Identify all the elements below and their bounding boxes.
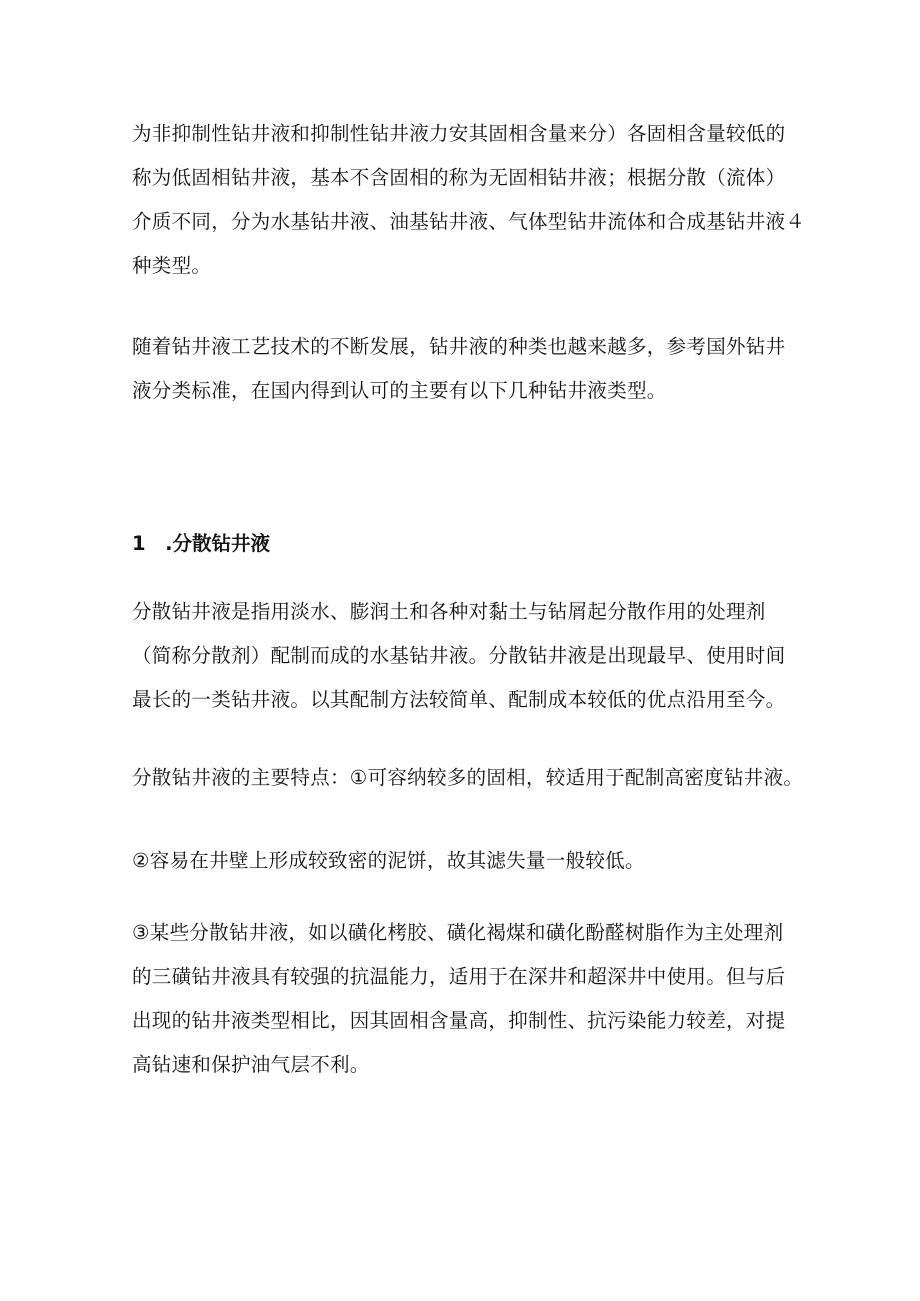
text-line: 种类型。 [132, 254, 212, 277]
text-line: ③某些分散钻井液，如以磺化栲胶、磺化褐煤和磺化酚醛树脂作为主处理剂 [132, 921, 784, 944]
text-line: 出现的钻井液类型相比，因其固相含量高，抑制性、抗污染能力较差，对提 [132, 1009, 786, 1032]
paragraph-classification [132, 112, 812, 288]
text-line: 介质不同，分为水基钻井液、油基钻井液、气体型钻井流体和合成基钻井液４ [132, 210, 806, 233]
paragraph-feature-1 [132, 756, 812, 800]
text-line: 随着钻井液工艺技术的不断发展，钻井液的种类也越来越多，参考国外钻井 [132, 335, 786, 358]
text-line: 为非抑制性钻井液和抑制性钻井液力安其固相含量来分）各固相含量较低的 [132, 122, 786, 145]
text-line: 高钻速和保护油气层不利。 [132, 1053, 370, 1076]
text-line: （简称分散剂）配制而成的水基钻井液。分散钻井液是出现最早、使用时间 [132, 644, 786, 667]
text-line: ②容易在井壁上形成较致密的泥饼，故其滤失量一般较低。 [132, 849, 645, 872]
text-line: 最长的一类钻井液。以其配制方法较简单、配制成本较低的优点沿用至今。 [132, 688, 786, 711]
paragraph-feature-3 [132, 911, 812, 1087]
paragraph-feature-2 [132, 839, 812, 883]
section-heading: 1 .分散钻井液 [132, 532, 270, 555]
text-line: 分散钻井液是指用淡水、膨润土和各种对黏土与钻屑起分散作用的处理剂 [132, 600, 766, 623]
text-line: 分散钻井液的主要特点：①可容纳较多的固相，较适用于配制高密度钻井液。 [132, 766, 804, 789]
text-line: 的三磺钻井液具有较强的抗温能力，适用于在深井和超深井中使用。但与后 [132, 965, 786, 988]
text-line: 液分类标准，在国内得到认可的主要有以下几种钻井液类型。 [132, 379, 667, 402]
paragraph-definition [132, 590, 812, 722]
paragraph-development [132, 325, 812, 413]
text-line: 称为低固相钻井液，基本不含固相的称为无固相钻井液；根据分散（流体） [132, 166, 786, 189]
